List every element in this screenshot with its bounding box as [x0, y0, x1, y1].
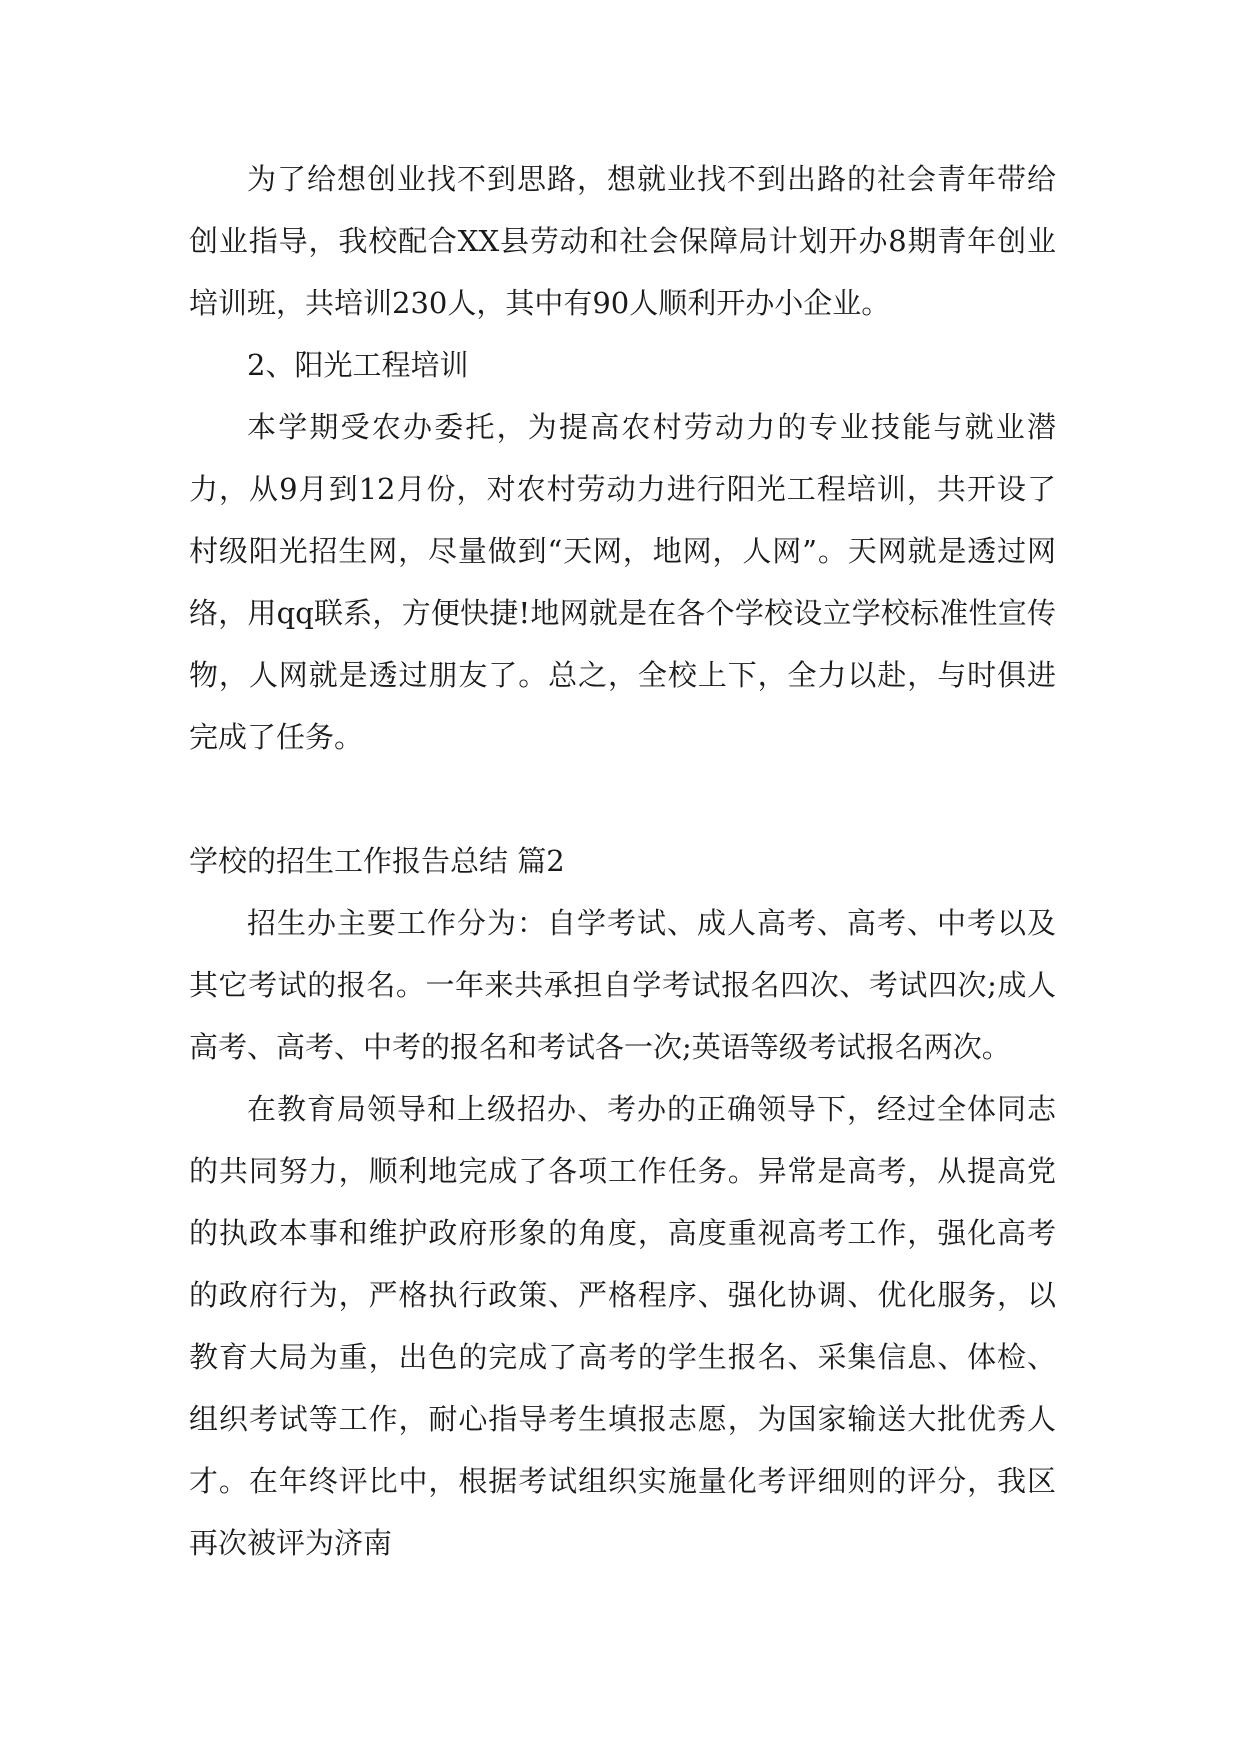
document-body: [189, 148, 1056, 1574]
paragraph-sunshine-project: 本学期受农办委托，为提高农村劳动力的专业技能与就业潜力，从9月到12月份，对农村劳动力进行阳光工程培训，共开设了村级阳光招生网，尽量做到“天网，地网，人网”。天网就是透过网络，用qq联系，方便快捷!地网就是在各个学校设立学校标准性宣传物，人网就是透过朋友了。总之，全校上下，全力以赴，与时俱进完成了任务。: [189, 410, 1056, 754]
subheading-sunshine-project: 2、阳光工程培训: [247, 348, 469, 382]
section-spacer: [189, 768, 1056, 830]
paragraph-entrepreneurship-training: 为了给想创业找不到思路，想就业找不到出路的社会青年带给创业指导，我校配合XX县劳动和社会保障局计划开办8期青年创业培训班，共培训230人，其中有90人顺利开办小企业。: [189, 162, 1056, 320]
section-title: 学校的招生工作报告总结 篇2: [189, 844, 565, 878]
paragraph-admissions-work: 招生办主要工作分为：自学考试、成人高考、高考、中考以及其它考试的报名。一年来共承担自学考试报名四次、考试四次;成人高考、高考、中考的报名和考试各一次;英语等级考试报名两次。: [189, 906, 1056, 1064]
paragraph-leadership-results: 在教育局领导和上级招办、考办的正确领导下，经过全体同志的共同努力，顺利地完成了各项工作任务。异常是高考，从提高党的执政本事和维护政府形象的角度，高度重视高考工作，强化高考的政府行为，严格执行政策、严格程序、强化协调、优化服务，以教育大局为重，出色的完成了高考的学生报名、采集信息、体检、组织考试等工作，耐心指导考生填报志愿，为国家输送大批优秀人才。在年终评比中，根据考试组织实施量化考评细则的评分，我区再次被评为济南: [189, 1092, 1056, 1560]
